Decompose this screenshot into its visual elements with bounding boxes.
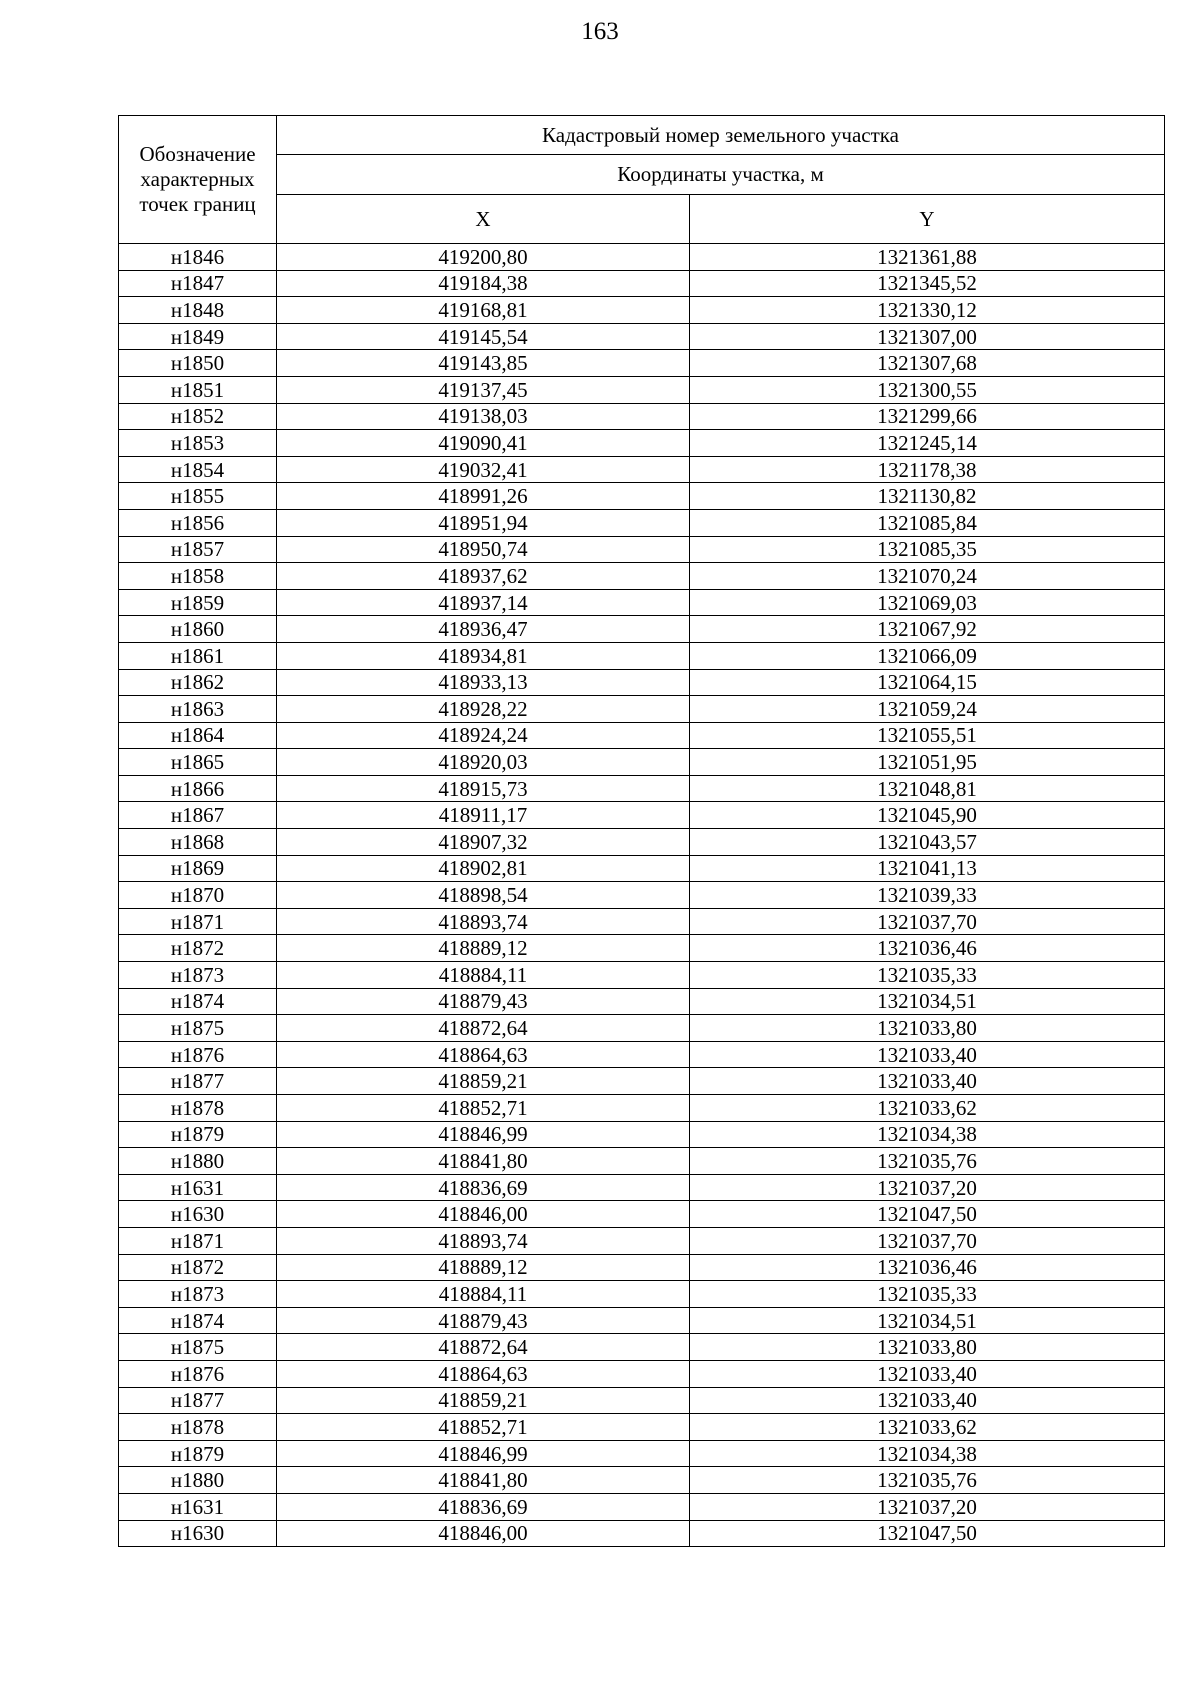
table-row: [119, 1254, 1165, 1281]
point-id-cell: н1630: [119, 1201, 277, 1228]
x-coordinate-cell: 418872,64: [277, 1015, 690, 1042]
x-coordinate-cell: 419200,80: [277, 244, 690, 271]
table-row: [119, 376, 1165, 403]
table-body: [119, 244, 1165, 1547]
table-row: [119, 962, 1165, 989]
point-id-cell: н1631: [119, 1493, 277, 1520]
point-id-cell: н1631: [119, 1174, 277, 1201]
x-coordinate-cell: 419090,41: [277, 430, 690, 457]
table-row: [119, 749, 1165, 776]
table-row: [119, 1387, 1165, 1414]
point-id-cell: н1853: [119, 430, 277, 457]
x-coordinate-cell: 419168,81: [277, 297, 690, 324]
x-coordinate-cell: 418859,21: [277, 1068, 690, 1095]
table-row: [119, 908, 1165, 935]
y-coordinate-cell: 1321330,12: [690, 297, 1165, 324]
y-coordinate-cell: 1321037,20: [690, 1493, 1165, 1520]
table-row: [119, 1520, 1165, 1547]
y-coordinate-cell: 1321034,51: [690, 1307, 1165, 1334]
table-row: [119, 1334, 1165, 1361]
table-row: [119, 270, 1165, 297]
y-coordinate-cell: 1321047,50: [690, 1520, 1165, 1547]
x-coordinate-cell: 418884,11: [277, 1281, 690, 1308]
table-row: [119, 696, 1165, 723]
x-coordinate-cell: 418879,43: [277, 988, 690, 1015]
point-designation-header: [119, 116, 277, 244]
table-row: [119, 855, 1165, 882]
table-header: [119, 116, 1165, 244]
y-coordinate-cell: 1321036,46: [690, 1254, 1165, 1281]
table-row: [119, 1095, 1165, 1122]
point-id-cell: н1875: [119, 1015, 277, 1042]
point-id-cell: н1858: [119, 563, 277, 590]
x-coordinate-cell: 418893,74: [277, 1227, 690, 1254]
x-coordinate-cell: 418893,74: [277, 908, 690, 935]
x-coordinate-cell: 418846,00: [277, 1201, 690, 1228]
y-coordinate-cell: 1321361,88: [690, 244, 1165, 271]
table-row: [119, 1414, 1165, 1441]
x-coordinate-cell: 419145,54: [277, 323, 690, 350]
point-id-cell: н1859: [119, 589, 277, 616]
x-coordinate-cell: 418915,73: [277, 775, 690, 802]
y-coordinate-cell: 1321033,80: [690, 1334, 1165, 1361]
x-coordinate-cell: 418920,03: [277, 749, 690, 776]
x-coordinate-cell: 418937,62: [277, 563, 690, 590]
x-coordinate-cell: 418879,43: [277, 1307, 690, 1334]
y-coordinate-cell: 1321300,55: [690, 376, 1165, 403]
table-row: [119, 297, 1165, 324]
x-coordinate-cell: 418934,81: [277, 642, 690, 669]
y-coordinate-cell: 1321066,09: [690, 642, 1165, 669]
y-coordinate-cell: 1321069,03: [690, 589, 1165, 616]
point-id-cell: н1851: [119, 376, 277, 403]
table-row: [119, 1493, 1165, 1520]
table-row: [119, 483, 1165, 510]
table-row: [119, 1041, 1165, 1068]
x-column-header: X: [277, 195, 690, 244]
table-row: [119, 1068, 1165, 1095]
point-id-cell: н1868: [119, 829, 277, 856]
point-label-line: характерных: [140, 167, 255, 191]
x-coordinate-cell: 418884,11: [277, 962, 690, 989]
x-coordinate-cell: 418841,80: [277, 1148, 690, 1175]
point-id-cell: н1847: [119, 270, 277, 297]
table-row: [119, 244, 1165, 271]
x-coordinate-cell: 418841,80: [277, 1467, 690, 1494]
x-coordinate-cell: 418836,69: [277, 1493, 690, 1520]
y-coordinate-cell: 1321048,81: [690, 775, 1165, 802]
point-id-cell: н1874: [119, 1307, 277, 1334]
point-id-cell: н1873: [119, 962, 277, 989]
y-coordinate-cell: 1321033,40: [690, 1068, 1165, 1095]
x-coordinate-cell: 418872,64: [277, 1334, 690, 1361]
table-row: [119, 430, 1165, 457]
table-row: [119, 1227, 1165, 1254]
point-id-cell: н1630: [119, 1520, 277, 1547]
table-row: [119, 403, 1165, 430]
y-coordinate-cell: 1321067,92: [690, 616, 1165, 643]
x-coordinate-cell: 418836,69: [277, 1174, 690, 1201]
x-coordinate-cell: 418911,17: [277, 802, 690, 829]
y-coordinate-cell: 1321178,38: [690, 456, 1165, 483]
y-coordinate-cell: 1321037,20: [690, 1174, 1165, 1201]
table-row: [119, 563, 1165, 590]
x-coordinate-cell: 418846,00: [277, 1520, 690, 1547]
table-row: [119, 882, 1165, 909]
point-id-cell: н1872: [119, 935, 277, 962]
point-id-cell: н1871: [119, 1227, 277, 1254]
y-coordinate-cell: 1321035,33: [690, 1281, 1165, 1308]
y-coordinate-cell: 1321039,33: [690, 882, 1165, 909]
x-coordinate-cell: 418898,54: [277, 882, 690, 909]
y-coordinate-cell: 1321033,80: [690, 1015, 1165, 1042]
table-row: [119, 1467, 1165, 1494]
point-id-cell: н1846: [119, 244, 277, 271]
x-coordinate-cell: 419138,03: [277, 403, 690, 430]
y-coordinate-cell: 1321033,62: [690, 1095, 1165, 1122]
point-id-cell: н1862: [119, 669, 277, 696]
table-row: [119, 323, 1165, 350]
x-coordinate-cell: 418864,63: [277, 1360, 690, 1387]
table-row: [119, 1201, 1165, 1228]
x-coordinate-cell: 418889,12: [277, 1254, 690, 1281]
y-coordinate-cell: 1321085,84: [690, 509, 1165, 536]
point-id-cell: н1854: [119, 456, 277, 483]
table-row: [119, 722, 1165, 749]
y-coordinate-cell: 1321035,33: [690, 962, 1165, 989]
x-coordinate-cell: 418852,71: [277, 1095, 690, 1122]
table-row: [119, 1281, 1165, 1308]
point-id-cell: н1880: [119, 1467, 277, 1494]
coordinates-table: [118, 115, 1165, 1547]
x-coordinate-cell: 418933,13: [277, 669, 690, 696]
point-id-cell: н1878: [119, 1095, 277, 1122]
y-coordinate-cell: 1321064,15: [690, 669, 1165, 696]
point-id-cell: н1872: [119, 1254, 277, 1281]
point-id-cell: н1861: [119, 642, 277, 669]
point-id-cell: н1864: [119, 722, 277, 749]
table-row: [119, 1148, 1165, 1175]
x-coordinate-cell: 418928,22: [277, 696, 690, 723]
point-id-cell: н1865: [119, 749, 277, 776]
x-coordinate-cell: 418991,26: [277, 483, 690, 510]
x-coordinate-cell: 419137,45: [277, 376, 690, 403]
point-id-cell: н1879: [119, 1121, 277, 1148]
x-coordinate-cell: 418950,74: [277, 536, 690, 563]
point-id-cell: н1874: [119, 988, 277, 1015]
y-coordinate-cell: 1321043,57: [690, 829, 1165, 856]
y-coordinate-cell: 1321047,50: [690, 1201, 1165, 1228]
point-id-cell: н1866: [119, 775, 277, 802]
x-coordinate-cell: 418889,12: [277, 935, 690, 962]
point-label-line: точек границ: [139, 192, 256, 216]
point-id-cell: н1878: [119, 1414, 277, 1441]
y-coordinate-cell: 1321033,40: [690, 1360, 1165, 1387]
y-coordinate-cell: 1321034,38: [690, 1121, 1165, 1148]
x-coordinate-cell: 418902,81: [277, 855, 690, 882]
y-coordinate-cell: 1321035,76: [690, 1148, 1165, 1175]
x-coordinate-cell: 418907,32: [277, 829, 690, 856]
x-coordinate-cell: 418864,63: [277, 1041, 690, 1068]
table-row: [119, 829, 1165, 856]
point-id-cell: н1849: [119, 323, 277, 350]
point-id-cell: н1855: [119, 483, 277, 510]
y-coordinate-cell: 1321034,38: [690, 1440, 1165, 1467]
x-coordinate-cell: 419143,85: [277, 350, 690, 377]
y-coordinate-cell: 1321307,68: [690, 350, 1165, 377]
point-id-cell: н1863: [119, 696, 277, 723]
y-coordinate-cell: 1321035,76: [690, 1467, 1165, 1494]
x-coordinate-cell: 418859,21: [277, 1387, 690, 1414]
table-row: [119, 1307, 1165, 1334]
point-id-cell: н1876: [119, 1360, 277, 1387]
table-row: [119, 802, 1165, 829]
point-id-cell: н1877: [119, 1068, 277, 1095]
table-row: [119, 1360, 1165, 1387]
x-coordinate-cell: 419184,38: [277, 270, 690, 297]
table-row: [119, 1121, 1165, 1148]
table-row: [119, 536, 1165, 563]
y-coordinate-cell: 1321051,95: [690, 749, 1165, 776]
point-id-cell: н1880: [119, 1148, 277, 1175]
point-id-cell: н1857: [119, 536, 277, 563]
table-row: [119, 1440, 1165, 1467]
table-row: [119, 988, 1165, 1015]
table-row: [119, 1015, 1165, 1042]
y-column-header: Y: [690, 195, 1165, 244]
x-coordinate-cell: 418937,14: [277, 589, 690, 616]
y-coordinate-cell: 1321055,51: [690, 722, 1165, 749]
y-coordinate-cell: 1321037,70: [690, 1227, 1165, 1254]
point-id-cell: н1852: [119, 403, 277, 430]
coordinates-header: Координаты участка, м: [277, 155, 1165, 195]
point-id-cell: н1877: [119, 1387, 277, 1414]
table-row: [119, 350, 1165, 377]
x-coordinate-cell: 418936,47: [277, 616, 690, 643]
point-label-line: Обозначение: [139, 142, 256, 166]
table-row: [119, 935, 1165, 962]
table-row: [119, 1174, 1165, 1201]
table-row: [119, 775, 1165, 802]
y-coordinate-cell: 1321034,51: [690, 988, 1165, 1015]
y-coordinate-cell: 1321130,82: [690, 483, 1165, 510]
point-id-cell: н1876: [119, 1041, 277, 1068]
y-coordinate-cell: 1321036,46: [690, 935, 1165, 962]
table-row: [119, 642, 1165, 669]
table-row: [119, 669, 1165, 696]
table-row: [119, 616, 1165, 643]
page-number: 163: [581, 18, 619, 45]
cadastral-number-header: Кадастровый номер земельного участка: [277, 116, 1165, 155]
y-coordinate-cell: 1321307,00: [690, 323, 1165, 350]
point-id-cell: н1856: [119, 509, 277, 536]
y-coordinate-cell: 1321033,40: [690, 1387, 1165, 1414]
y-coordinate-cell: 1321033,62: [690, 1414, 1165, 1441]
x-coordinate-cell: 418951,94: [277, 509, 690, 536]
y-coordinate-cell: 1321070,24: [690, 563, 1165, 590]
y-coordinate-cell: 1321085,35: [690, 536, 1165, 563]
point-id-cell: н1879: [119, 1440, 277, 1467]
point-id-cell: н1875: [119, 1334, 277, 1361]
point-id-cell: н1871: [119, 908, 277, 935]
y-coordinate-cell: 1321059,24: [690, 696, 1165, 723]
point-id-cell: н1869: [119, 855, 277, 882]
point-id-cell: н1860: [119, 616, 277, 643]
y-coordinate-cell: 1321045,90: [690, 802, 1165, 829]
point-id-cell: н1850: [119, 350, 277, 377]
point-id-cell: н1848: [119, 297, 277, 324]
x-coordinate-cell: 418846,99: [277, 1121, 690, 1148]
x-coordinate-cell: 418852,71: [277, 1414, 690, 1441]
table-row: [119, 509, 1165, 536]
point-id-cell: н1873: [119, 1281, 277, 1308]
y-coordinate-cell: 1321245,14: [690, 430, 1165, 457]
point-id-cell: н1867: [119, 802, 277, 829]
y-coordinate-cell: 1321037,70: [690, 908, 1165, 935]
x-coordinate-cell: 418846,99: [277, 1440, 690, 1467]
x-coordinate-cell: 418924,24: [277, 722, 690, 749]
point-id-cell: н1870: [119, 882, 277, 909]
y-coordinate-cell: 1321345,52: [690, 270, 1165, 297]
y-coordinate-cell: 1321041,13: [690, 855, 1165, 882]
y-coordinate-cell: 1321299,66: [690, 403, 1165, 430]
y-coordinate-cell: 1321033,40: [690, 1041, 1165, 1068]
x-coordinate-cell: 419032,41: [277, 456, 690, 483]
table-row: [119, 456, 1165, 483]
table-row: [119, 589, 1165, 616]
